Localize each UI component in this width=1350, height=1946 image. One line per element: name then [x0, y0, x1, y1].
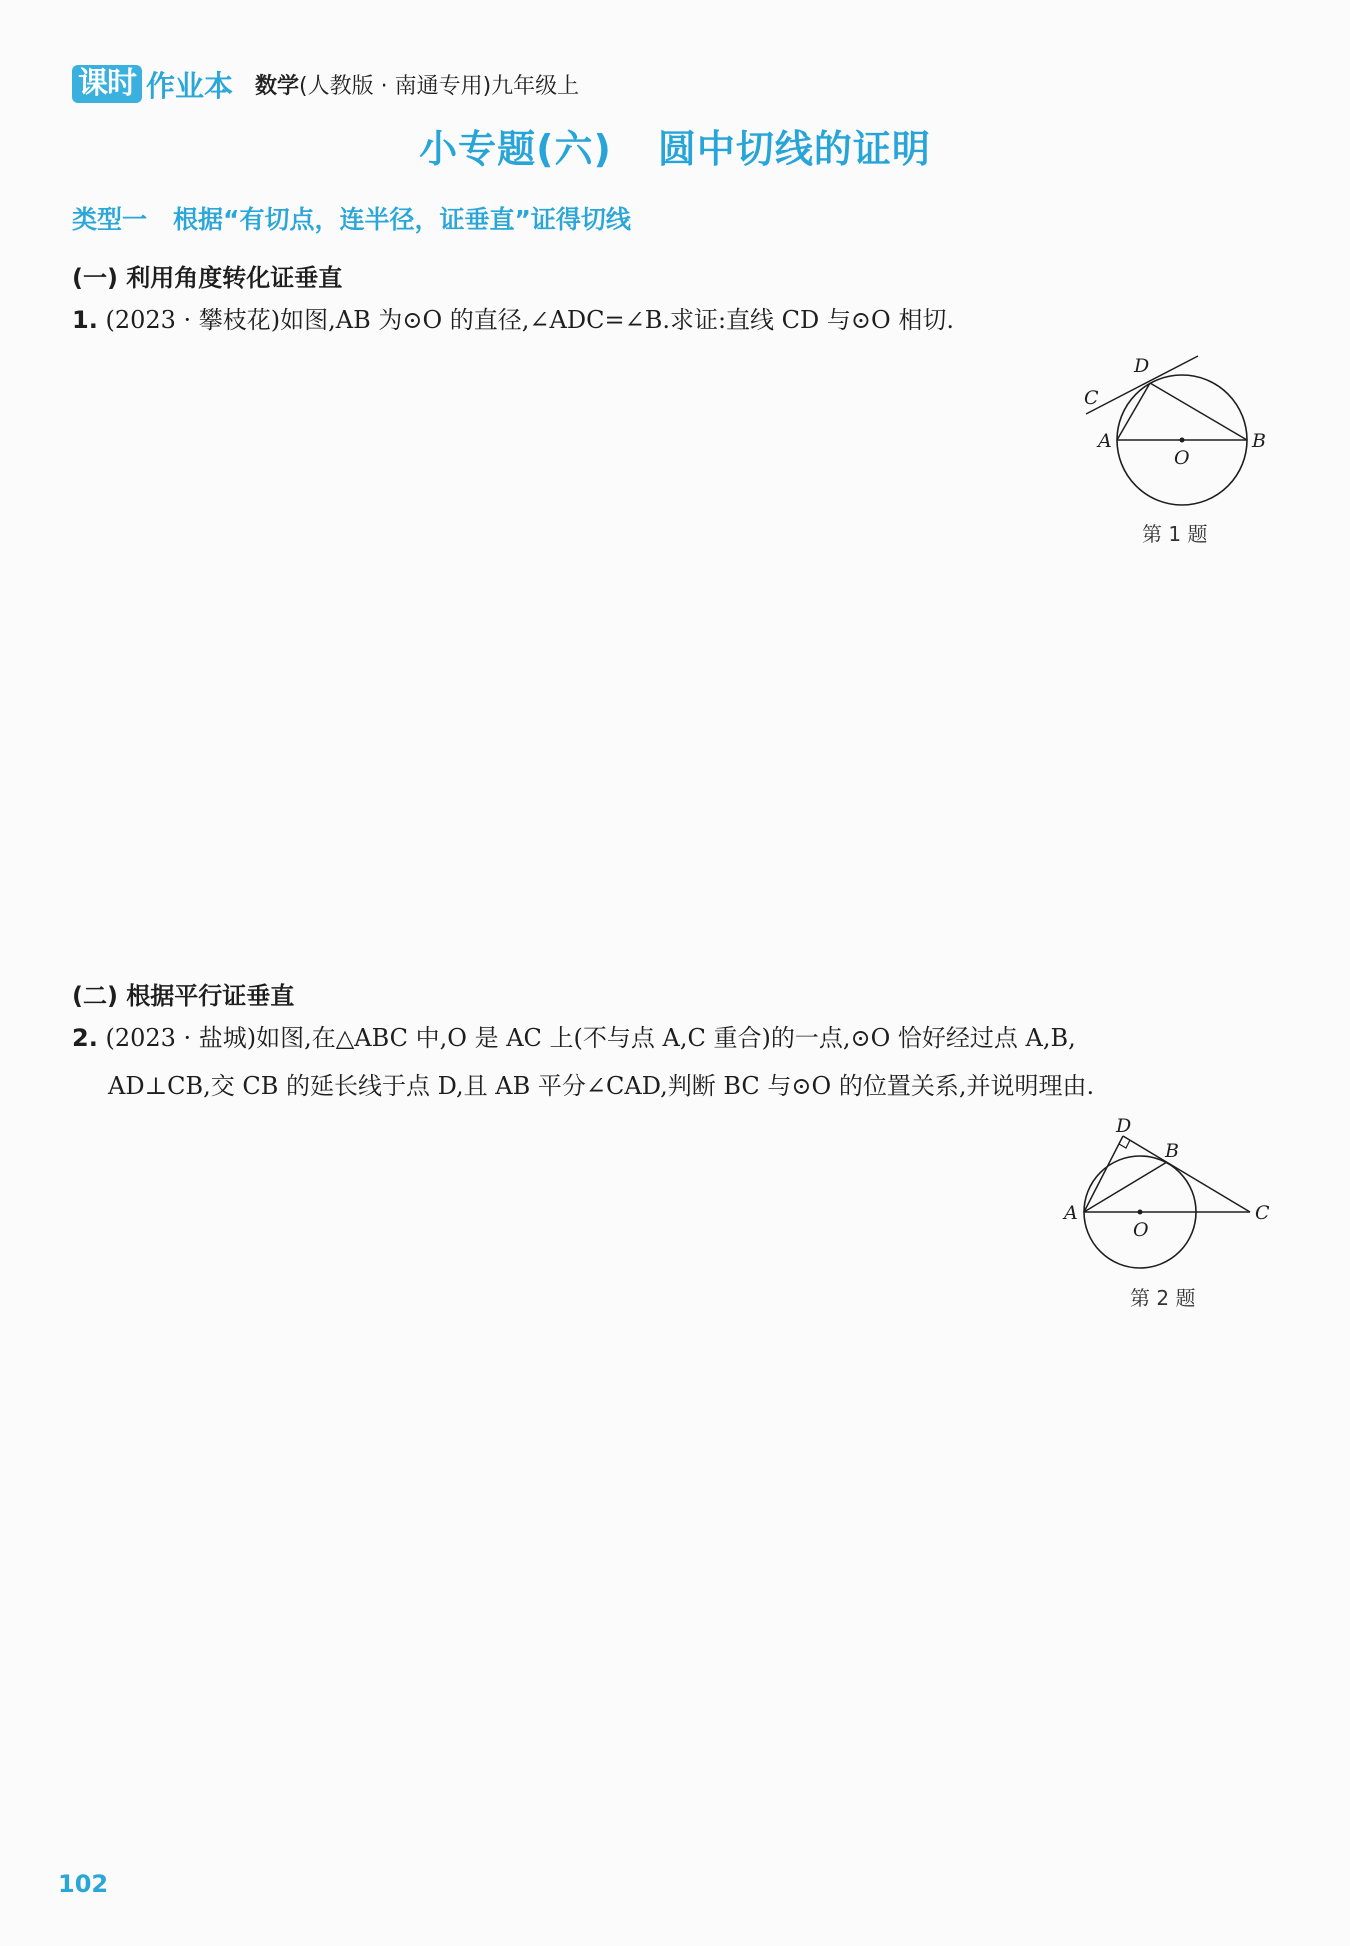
- section-heading-1: (一) 利用角度转化证垂直: [72, 264, 343, 292]
- figure-1-chord-db: [1150, 383, 1247, 440]
- figure-2-label-a: A: [1064, 1202, 1078, 1224]
- figure-1-label-a: A: [1098, 430, 1112, 452]
- logo-box: 课时: [72, 65, 142, 103]
- problem-2-line1: (2023 · 盐城)如图,在△ABC 中,O 是 AC 上(不与点 A,C 重合)的一点,⊙O 恰好经过点 A,B,: [105, 1024, 1076, 1052]
- figure-2-label-o: O: [1133, 1219, 1149, 1241]
- page-number: 102: [58, 1870, 109, 1898]
- figure-2-label-b: B: [1165, 1140, 1179, 1162]
- problem-1: [72, 296, 1282, 344]
- figure-2-label-c: C: [1255, 1202, 1270, 1224]
- figure-1-caption: 第 1 题: [1142, 522, 1208, 546]
- logo-text: 作业本: [146, 68, 234, 103]
- page-title: [0, 118, 1350, 173]
- section-heading-2: (二) 根据平行证垂直: [72, 982, 295, 1010]
- figure-1-diagram: [1070, 348, 1290, 518]
- type-heading-label: 类型一: [72, 205, 148, 234]
- figure-1-label-o: O: [1174, 447, 1190, 469]
- figure-1-label-c: C: [1084, 387, 1099, 409]
- problem-2-number: 2.: [72, 1024, 98, 1052]
- problem-1-number: 1.: [72, 306, 98, 334]
- figure-1-center-dot: [1180, 438, 1185, 443]
- figure-2-caption: 第 2 题: [1130, 1286, 1196, 1310]
- page-header: [72, 60, 579, 108]
- subject-bold: 数学: [255, 73, 300, 99]
- subject-line: [255, 69, 579, 100]
- figure-1-label-d: D: [1134, 355, 1150, 377]
- figure-2-diagram: [1050, 1112, 1290, 1282]
- figure-1-chord-ad: [1117, 383, 1150, 440]
- title-part1: 小专题(六): [419, 127, 612, 171]
- type-heading: [72, 200, 631, 236]
- subject-rest: (人教版 · 南通专用)九年级上: [299, 73, 580, 99]
- figure-1-label-b: B: [1252, 430, 1266, 452]
- problem-1-text: (2023 · 攀枝花)如图,AB 为⊙O 的直径,∠ADC=∠B.求证:直线 CD 与⊙O 相切.: [105, 306, 954, 334]
- problem-2-line2: AD⊥CB,交 CB 的延长线于点 D,且 AB 平分∠CAD,判断 BC 与⊙O 的位置关系,并说明理由.: [108, 1072, 1095, 1100]
- figure-2-label-d: D: [1116, 1115, 1132, 1137]
- figure-2-center-dot: [1138, 1210, 1143, 1215]
- brand-logo: [72, 64, 233, 105]
- figure-2-segment-dc: [1123, 1136, 1250, 1212]
- title-part2: 圆中切线的证明: [657, 127, 931, 171]
- problem-2: [72, 1014, 1282, 1110]
- type-heading-text: 根据“有切点，连半径，证垂直”证得切线: [173, 205, 631, 234]
